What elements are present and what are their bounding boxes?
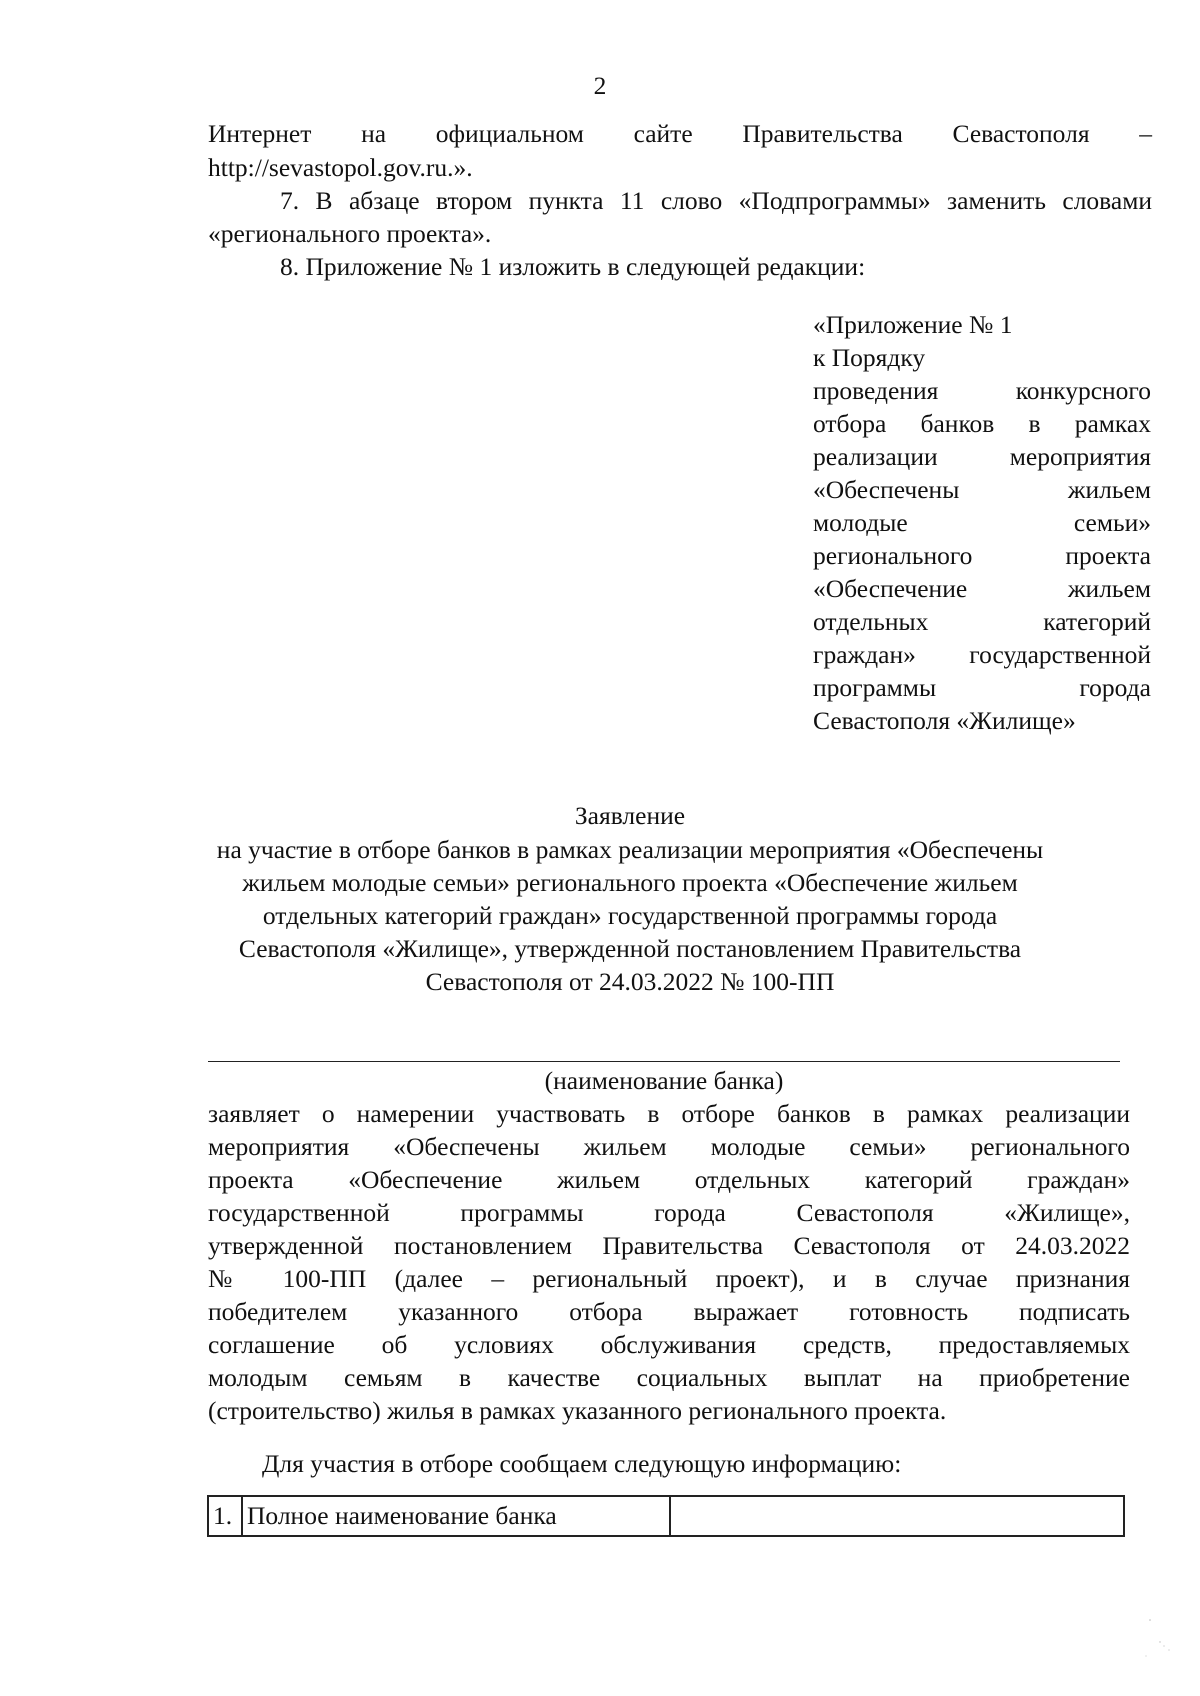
document-title: Заявление [574,801,686,830]
intro-line: Интернет на официальном сайте Правительства Севастополя – [208,119,1152,148]
table-cell-value [670,1496,1124,1536]
table-row [208,1496,1124,1536]
appendix-line: к Порядку [813,343,926,372]
info-table [207,1495,1125,1537]
title-line: Севастополя «Жилище», утвержденной постановлением Правительства [238,934,1022,963]
appendix-line: граждан» государственной [813,640,1151,669]
appendix-line: реализации мероприятия [813,442,1151,471]
bank-name-underline [208,1061,1120,1062]
appendix-line: отбора банков в рамках [813,409,1151,438]
appendix-line: программы города [813,673,1151,702]
title-line: отдельных категорий граждан» государственной программы города [262,901,998,930]
appendix-line: «Обеспечение жильем [813,574,1151,603]
appendix-line: Севастополя «Жилище» [813,706,1076,735]
body-line: проекта «Обеспечение жильем отдельных категорий граждан» [208,1165,1130,1194]
page-number: 2 [593,71,607,100]
body-line: соглашение об условиях обслуживания средств, предоставляемых [208,1330,1130,1359]
appendix-line: проведения конкурсного [813,376,1151,405]
info-intro: Для участия в отборе сообщаем следующую информацию: [262,1449,902,1478]
intro-line: «регионального проекта». [208,219,492,248]
intro-line: 8. Приложение № 1 изложить в следующей редакции: [280,252,866,281]
body-line: утвержденной постановлением Правительства Севастополя от 24.03.2022 [208,1231,1130,1260]
intro-line: http://sevastopol.gov.ru.». [208,153,473,182]
body-line: мероприятия «Обеспечены жильем молодые семьи» регионального [208,1132,1130,1161]
bank-name-caption: (наименование банка) [544,1066,784,1095]
appendix-line: отдельных категорий [813,607,1151,636]
appendix-line: регионального проекта [813,541,1151,570]
scan-artifact [1138,1612,1178,1672]
body-line: молодым семьям в качестве социальных выплат на приобретение [208,1363,1130,1392]
table-cell-label: Полное наименование банка [242,1496,670,1536]
title-line: Севастополя от 24.03.2022 № 100-ПП [425,967,835,996]
body-line: государственной программы города Севастополя «Жилище», [208,1198,1130,1227]
intro-line: 7. В абзаце втором пункта 11 слово «Подпрограммы» заменить словами [280,186,1152,215]
appendix-line: «Обеспечены жильем [813,475,1151,504]
body-line: заявляет о намерении участвовать в отборе банков в рамках реализации [208,1099,1130,1128]
body-line: (строительство) жилья в рамках указанного регионального проекта. [208,1396,947,1425]
body-line: победителем указанного отбора выражает готовность подписать [208,1297,1130,1326]
title-line: на участие в отборе банков в рамках реализации мероприятия «Обеспечены [216,835,1044,864]
appendix-line: «Приложение № 1 [813,310,1013,339]
appendix-line: молодые семьи» [813,508,1151,537]
title-line: жильем молодые семьи» регионального проекта «Обеспечение жильем [242,868,1018,897]
body-line: № 100-ПП (далее – региональный проект), и в случае признания [208,1264,1130,1293]
table-cell-number: 1. [208,1496,242,1536]
